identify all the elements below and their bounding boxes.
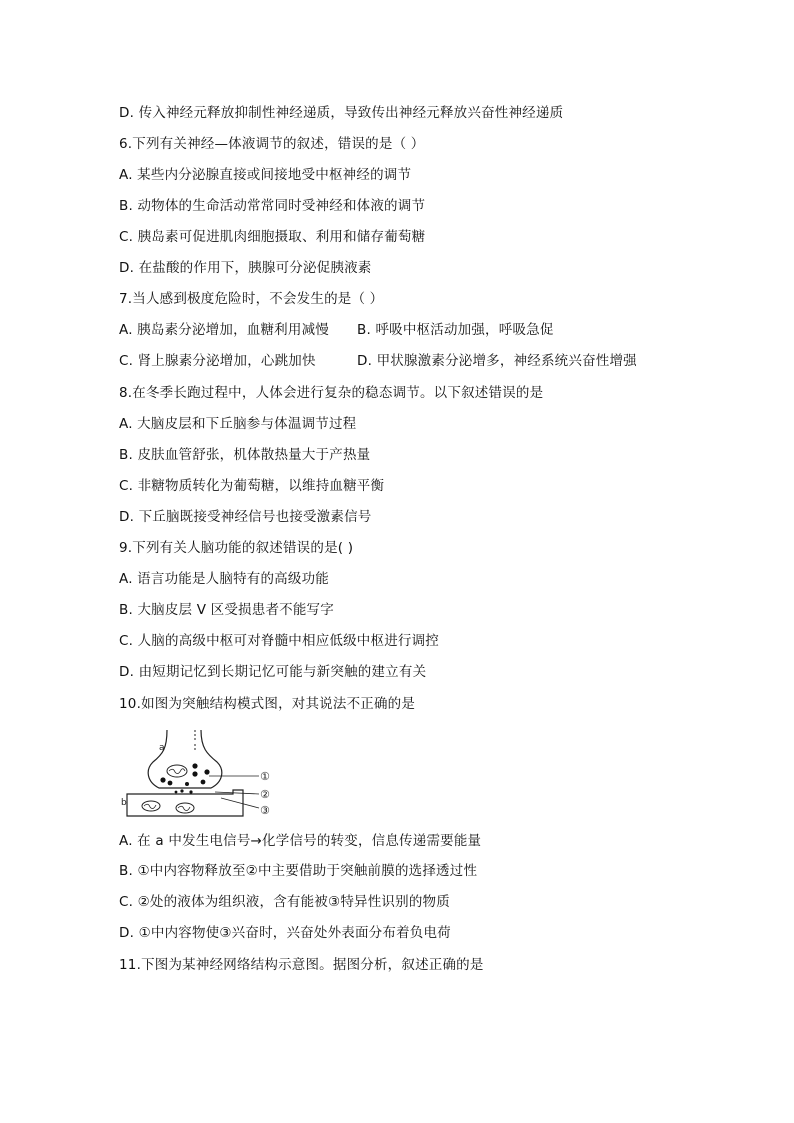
q8-option-c: C. 非糖物质转化为葡萄糖，以维持血糖平衡 [119,478,385,494]
q10-option-d: D. ①中内容物使③兴奋时，兴奋处外表面分布着负电荷 [119,925,451,941]
q5-option-d: D. 传入神经元释放抑制性神经递质，导致传出神经元释放兴奋性神经递质 [119,105,564,121]
q6-option-c: C. 胰岛素可促进肌肉细胞摄取、利用和储存葡萄糖 [119,229,426,245]
vesicle [204,769,209,774]
mitochondrion-icon [142,801,160,811]
mitochondrion-icon [176,803,194,813]
q6-stem: 6.下列有关神经—体液调节的叙述，错误的是（ ） [119,136,425,152]
q8-option-b: B. 皮肤血管舒张，机体散热量大于产热量 [119,447,371,463]
q8-option-a: A. 大脑皮层和下丘脑参与体温调节过程 [119,416,357,432]
q11-stem: 11.下图为某神经网络结构示意图。据图分析，叙述正确的是 [119,957,484,973]
q7-option-b: B. 呼吸中枢活动加强，呼吸急促 [357,322,554,338]
q10-stem: 10.如图为突触结构模式图，对其说法不正确的是 [119,696,416,712]
q9-option-a: A. 语言功能是人脑特有的高级功能 [119,571,329,587]
q6-option-d: D. 在盐酸的作用下，胰腺可分泌促胰液素 [119,260,372,276]
q7-option-d: D. 甲状腺激素分泌增多，神经系统兴奋性增强 [357,353,637,369]
q7-option-a: A. 胰岛素分泌增加，血糖利用减慢 [119,322,329,338]
marker-1: ① [260,770,270,783]
label-b: b [121,798,127,808]
q10-option-b: B. ①中内容物释放至②中主要借助于突触前膜的选择透过性 [119,863,478,879]
marker-2: ② [260,788,270,801]
q10-option-c: C. ②处的液体为组织液，含有能被③特异性识别的物质 [119,894,450,910]
q9-option-d: D. 由短期记忆到长期记忆可能与新突触的建立有关 [119,664,427,680]
q9-option-b: B. 大脑皮层 V 区受损患者不能写字 [119,602,334,618]
q9-stem: 9.下列有关人脑功能的叙述错误的是( ) [119,540,354,556]
q7-stem: 7.当人感到极度危险时，不会发生的是（ ） [119,291,384,307]
q7-option-c: C. 肾上腺素分泌增加，心跳加快 [119,353,316,369]
q8-option-d: D. 下丘脑既接受神经信号也接受激素信号 [119,509,372,525]
synapse-diagram [119,728,289,820]
vesicle [201,780,206,785]
q6-option-a: A. 某些内分泌腺直接或间接地受中枢神经的调节 [119,167,412,183]
q10-option-a: A. 在 a 中发生电信号→化学信号的转变，信息传递需要能量 [119,833,482,849]
marker-3: ③ [260,804,270,817]
vesicle [168,781,173,786]
q8-stem: 8.在冬季长跑过程中，人体会进行复杂的稳态调节。以下叙述错误的是 [119,385,544,401]
vesicle [192,763,197,768]
q6-option-b: B. 动物体的生命活动常常同时受神经和体液的调节 [119,198,426,214]
q9-option-c: C. 人脑的高级中枢可对脊髓中相应低级中枢进行调控 [119,633,440,649]
vesicle [160,777,165,782]
mitochondrion-icon [167,765,187,777]
vesicle [192,771,197,776]
presynaptic-terminal [148,730,222,788]
vesicle [185,782,189,786]
label-a: a [159,743,165,753]
